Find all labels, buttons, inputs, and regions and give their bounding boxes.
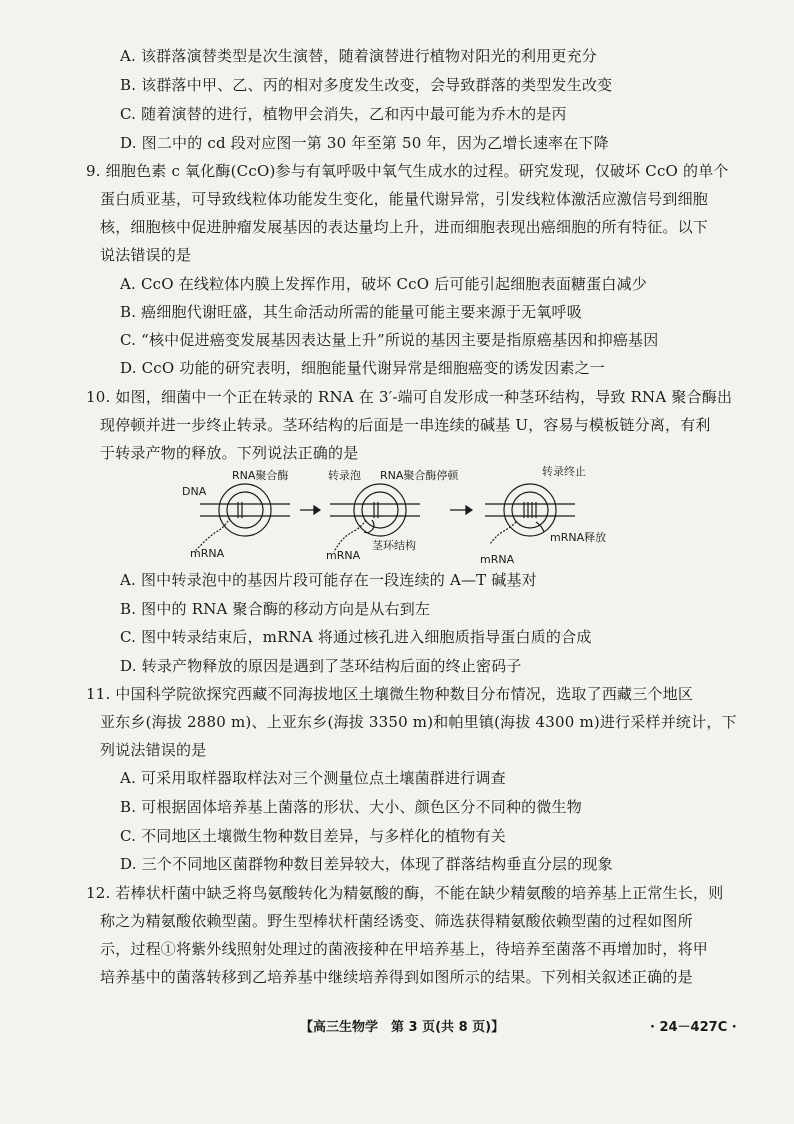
page-footer-info: 【高三生物学 第 3 页(共 8 页)】 [300, 1020, 505, 1035]
q10-stem-line1: 10. 如图，细菌中一个正在转录的 RNA 在 3′-端可自发形成一种茎环结构，导致 RNA 聚合酶出 [86, 388, 733, 406]
q8-option-b: B. 该群落中甲、乙、丙的相对多度发生改变，会导致群落的类型发生改变 [120, 76, 613, 94]
q8-option-d: D. 图二中的 cd 段对应图一第 30 年至第 50 年，因为乙增长速率在下降 [120, 134, 609, 152]
q9-stem-line3: 核，细胞核中促进肿瘤发展基因的表达量均上升，进而细胞表现出癌细胞的所有特征。以下 [100, 218, 709, 236]
label-mrna-1: mRNA [190, 547, 225, 560]
label-rna-polymerase: RNA聚合酶 [232, 469, 289, 482]
q11-option-a: A. 可采用取样器取样法对三个测量位点土壤菌群进行调查 [120, 769, 506, 787]
label-mrna-2: mRNA [326, 549, 361, 562]
q11-stem-line2: 亚东乡(海拔 2880 m)、上亚东乡(海拔 3350 m)和帕里镇(海拔 4300 m)进行采样并统计，下 [100, 713, 737, 731]
q10-option-c: C. 图中转录结束后，mRNA 将通过核孔进入细胞质指导蛋白质的合成 [120, 628, 592, 646]
q10-option-d: D. 转录产物释放的原因是遇到了茎环结构后面的终止密码子 [120, 657, 522, 675]
q11-option-b: B. 可根据固体培养基上菌落的形状、大小、颜色区分不同种的微生物 [120, 798, 582, 816]
q11-stem-line3: 列说法错误的是 [100, 741, 207, 759]
q9-option-a: A. CcO 在线粒体内膜上发挥作用，破坏 CcO 后可能引起细胞表面糖蛋白减少 [120, 275, 648, 293]
q12-stem-line3: 示，过程①将紫外线照射处理过的菌液接种在甲培养基上，待培养至菌落不再增加时，将甲 [100, 940, 709, 958]
q10-stem-line2: 现停顿并进一步终止转录。茎环结构的后面是一串连续的碱基 U，容易与模板链分离，有利 [100, 416, 711, 434]
q12-stem-line2: 称之为精氨酸依赖型菌。野生型棒状杆菌经诱变、筛选获得精氨酸依赖型菌的过程如图所 [100, 912, 693, 930]
q11-option-d: D. 三个不同地区菌群物种数目差异较大，体现了群落结构垂直分层的现象 [120, 855, 613, 873]
q9-option-c: C. “核中促进癌变发展基因表达量上升”所说的基因主要是指原癌基因和抑癌基因 [120, 331, 659, 349]
label-termination: 转录终止 [542, 465, 586, 478]
label-stem-loop: 茎环结构 [372, 539, 416, 552]
label-mrna-release: mRNA释放 [550, 531, 607, 544]
q9-option-d: D. CcO 功能的研究表明，细胞能量代谢异常是细胞癌变的诱发因素之一 [120, 359, 605, 377]
q9-stem-line1: 9. 细胞色素 c 氧化酶(CcO)参与有氧呼吸中氧气生成水的过程。研究发现，仅破坏 CcO 的单个 [86, 162, 729, 180]
q9-stem-line2: 蛋白质亚基，可导致线粒体功能发生变化，能量代谢异常，引发线粒体激活应激信号到细胞 [100, 190, 709, 208]
q11-stem-line1: 11. 中国科学院欲探究西藏不同海拔地区土壤微生物种数目分布情况，选取了西藏三个地区 [86, 685, 694, 703]
q10-stem-line3: 于转录产物的释放。下列说法正确的是 [100, 444, 359, 462]
q11-option-c: C. 不同地区土壤微生物种数目差异，与多样化的植物有关 [120, 827, 506, 845]
label-mrna-3: mRNA [480, 553, 515, 566]
label-polymerase-pause: RNA聚合酶停顿 [380, 469, 459, 482]
q9-option-b: B. 癌细胞代谢旺盛，其生命活动所需的能量可能主要来源于无氧呼吸 [120, 303, 582, 321]
label-transcription-bubble: 转录泡 [328, 469, 361, 482]
q9-stem-line4: 说法错误的是 [100, 246, 192, 264]
q12-stem-line1: 12. 若棒状杆菌中缺乏将鸟氨酸转化为精氨酸的酶，不能在缺少精氨酸的培养基上正常生长，则 [86, 884, 724, 902]
q8-option-a: A. 该群落演替类型是次生演替，随着演替进行植物对阳光的利用更充分 [120, 47, 597, 65]
transcription-figure [180, 458, 660, 568]
q12-stem-line4: 培养基中的菌落转移到乙培养基中继续培养得到如图所示的结果。下列相关叙述正确的是 [100, 968, 693, 986]
q10-option-b: B. 图中的 RNA 聚合酶的移动方向是从右到左 [120, 600, 431, 618]
q10-option-a: A. 图中转录泡中的基因片段可能存在一段连续的 A—T 碱基对 [120, 571, 537, 589]
label-dna: DNA [182, 485, 207, 498]
page-footer-code: · 24－427C · [650, 1020, 737, 1035]
q8-option-c: C. 随着演替的进行，植物甲会消失，乙和丙中最可能为乔木的是丙 [120, 105, 567, 123]
